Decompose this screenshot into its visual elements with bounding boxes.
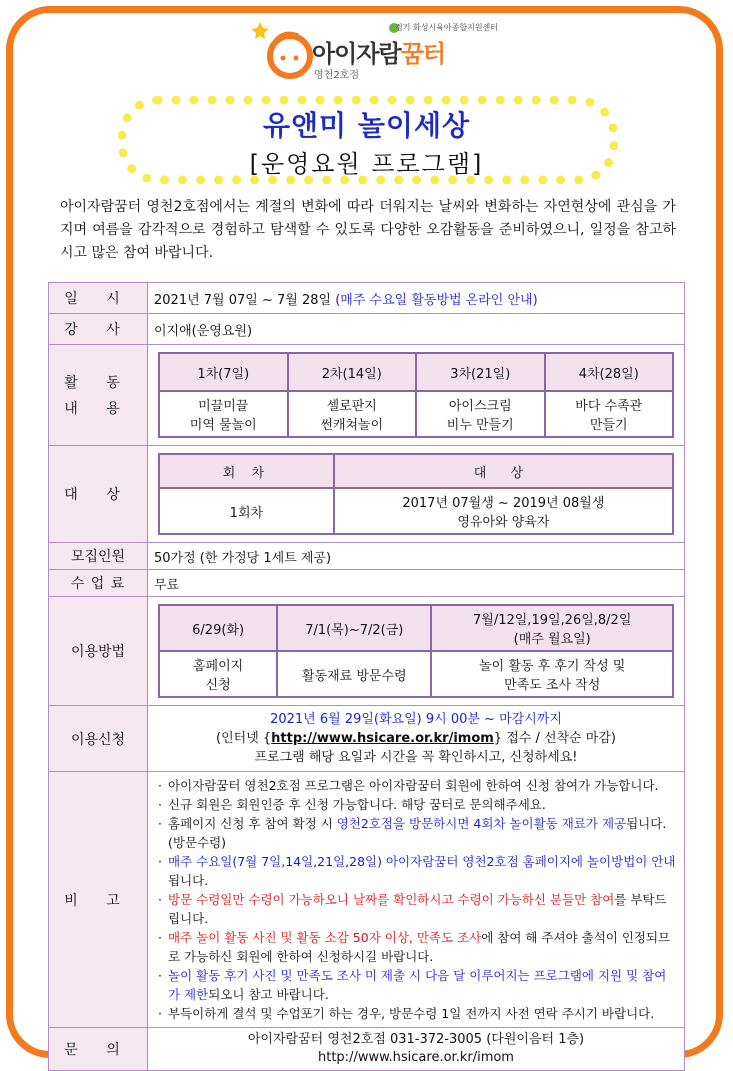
contact-info: 아이자람꿈터 영천2호점 031-372-3005 (다원이음터 1층) [247,1032,585,1047]
method-cell-3-line1: 놀이 활동 후 후기 작성 및 [479,659,626,674]
target-header-row [159,454,673,488]
method-table [158,604,674,698]
note-item [156,814,676,852]
intro-text: 아이자람꿈터 영천2호점에서는 계절의 변화에 따라 더워지는 날씨와 변화하는 자연현상에 관심을 가지며 여름을 감각적으로 경험하고 탐색할 수 있도록 다양한 오감활동을 준비하였으니, 일정을 참고하시고 많은 참여 바랍니다. [60,199,676,261]
activity-item-2-line2: 썬캐쳐놀이 [320,418,384,433]
apply-period: 2021년 6월 29일(화요일) 9시 00분 ~ 마감시까지 [270,712,562,727]
notes-label [49,772,148,1028]
apply-method-pre: (인터넷 { [216,731,272,746]
target-desc-line1: 2017년 07월생 ~ 2019년 08월생 [402,496,605,511]
activity-label-2: 내 용 [64,401,132,417]
note-item [156,1004,676,1023]
method-header-3 [431,605,673,651]
note-highlight: 매주 수요일(7월 7일,14일,21일,28일) 아이자람꿈터 영천2호점 홈페이지에 놀이방법이 안내 [168,854,676,869]
activity-item-3-line2: 비누 만들기 [446,418,514,433]
note-text-tail: 를 부탁드립니다. [168,892,667,926]
row-notes [49,772,685,1028]
activity-header-row [159,353,673,391]
apply-method [154,729,678,748]
logo-subtitle: 경기 화성시육아종합지원센터 [395,23,499,32]
activity-header-2: 2차(14일) [288,353,417,391]
method-header-row [159,605,673,651]
activity-label [49,345,148,446]
note-highlight: 방문 수령일만 수령이 가능하오니 날짜를 확인하시고 수령이 가능하신 분들만 참여 [168,892,615,907]
note-text-tail: 됩니다.(방문수령) [168,816,667,850]
fee-label: 수 업 료 [49,570,148,597]
method-cell-1 [159,651,277,697]
target-header-target: 대 상 [334,454,673,488]
apply-value [148,706,685,772]
note-item [156,795,676,814]
date-text: 2021년 7월 07일 ~ 7월 28일 [154,292,332,308]
notes-list [156,776,676,1023]
contact-url[interactable]: http://www.hsicare.or.kr/imom [318,1050,514,1065]
target-desc [334,488,673,534]
note-highlight: 매주 놀이 활동 사진 및 활동 소감 50자 이상, 만족도 조사 [168,930,482,945]
note-item [156,928,676,966]
activity-table [158,352,674,438]
note-text: 부득이하게 결석 및 수업포기 하는 경우, 방문수령 1일 전까지 사전 연락 주시기 바랍니다. [168,1006,655,1021]
page-title: 유앤미 놀이세상 [262,109,471,142]
note-text: 홈페이지 신청 후 참여 확정 시 [168,816,337,831]
activity-item-1-line1: 미끌미끌 [198,399,249,414]
date-label-text: 일 시 [64,291,132,307]
instructor-value: 이지애(운영요원) [148,314,685,345]
note-highlight: 놀이 활동 후기 사진 및 만족도 조사 미 제출 시 다음 달 이루어지는 프로그램에 지원 및 참여가 제한 [168,968,667,1002]
date-value [148,283,685,314]
method-value [148,597,685,706]
row-instructor [49,314,685,345]
recruit-label: 모집인원 [49,543,148,570]
apply-label: 이용신청 [49,706,148,772]
page-subtitle: [운영요원 프로그램] [249,150,484,178]
method-header-1: 6/29(화) [159,605,277,651]
note-text-tail: 되오니 참고 바랍니다. [208,987,329,1002]
activity-item-2-line1: 셀로판지 [326,399,377,414]
notes-value [148,772,685,1028]
row-contact [49,1028,685,1071]
apply-notice: 프로그램 해당 요일과 시간을 꼭 확인하시고, 신청하세요! [254,750,578,765]
fee-value: 무료 [148,570,685,597]
recruit-value: 50가정 (한 가정당 1세트 제공) [148,543,685,570]
activity-item-3 [416,391,545,437]
row-activity [49,345,685,446]
contact-label-text: 문 의 [64,1042,132,1058]
activity-header-4: 4차(28일) [545,353,674,391]
activity-item-4 [545,391,674,437]
row-target [49,446,685,543]
method-label: 이용방법 [49,597,148,706]
note-item [156,890,676,928]
info-table [48,282,685,1071]
row-date [49,283,685,314]
method-cell-3 [431,651,673,697]
activity-header-3: 3차(21일) [416,353,545,391]
method-content-row [159,651,673,697]
instructor-label-text: 강 사 [64,322,132,338]
note-item [156,966,676,1004]
logo-title-main: 아이자람 [312,40,401,68]
activity-value [148,345,685,446]
logo-title-accent: 꿈터 [400,40,446,68]
target-label-text: 대 상 [64,487,132,503]
activity-item-4-line1: 바다 수족관 [575,399,643,414]
activity-item-1 [159,391,288,437]
target-header-round: 회 차 [159,454,334,488]
method-cell-2: 활동재료 방문수령 [277,651,431,697]
target-round: 1회차 [159,488,334,534]
method-cell-1-line2: 신청 [205,678,231,693]
note-text: 신규 회원은 회원인증 후 신청 가능합니다. 해당 꿈터로 문의해주세요. [168,797,546,812]
contact-value [148,1028,685,1071]
note-text-tail: 됩니다. [168,873,209,888]
activity-label-1: 활 동 [64,375,132,391]
method-cell-3-line2: 만족도 조사 작성 [504,678,601,693]
method-header-3-line2: (매주 월요일) [513,632,591,647]
logo-title [312,34,445,69]
target-table [158,453,674,535]
target-value [148,446,685,543]
method-header-2: 7/1(목)~7/2(금) [277,605,431,651]
row-apply [49,706,685,772]
target-content-row [159,488,673,534]
target-desc-line2: 영유아와 양육자 [457,515,550,530]
note-item [156,852,676,890]
method-cell-1-line1: 홈페이지 [192,659,244,674]
row-recruit [49,543,685,570]
row-fee [49,570,685,597]
activity-item-1-line2: 미역 물놀이 [189,418,257,433]
apply-method-post: } 접수 / 선착순 마감) [493,731,616,746]
activity-item-2 [288,391,417,437]
apply-link[interactable]: http://www.hsicare.or.kr/imom [271,731,494,746]
note-item [156,776,676,795]
note-highlight: 영천2호점을 방문하시면 4회차 놀이활동 재료가 제공 [336,816,627,831]
contact-label [49,1028,148,1071]
activity-header-1: 1차(7일) [159,353,288,391]
date-note: (매주 수요일 활동방법 온라인 안내) [335,292,538,308]
note-text-tail: 에 참여 해 주셔야 출석이 인정되므로 가능하신 회원에 한하여 신청하시길 바랍니다. [168,930,671,964]
activity-item-3-line1: 아이스크림 [448,399,512,414]
note-text: 아이자람꿈터 영천2호점 프로그램은 아이자람꿈터 회원에 한하여 신청 참여가 가능합니다. [168,778,659,793]
row-method [49,597,685,706]
activity-item-4-line2: 만들기 [589,418,628,433]
notes-label-text: 비 고 [64,892,132,909]
logo-branch: 영천2호점 [314,70,360,81]
method-header-3-line1: 7월/12일,19일,26일,8/2일 [473,613,632,628]
date-label [49,283,148,314]
target-label [49,446,148,543]
instructor-label [49,314,148,345]
activity-content-row [159,391,673,437]
